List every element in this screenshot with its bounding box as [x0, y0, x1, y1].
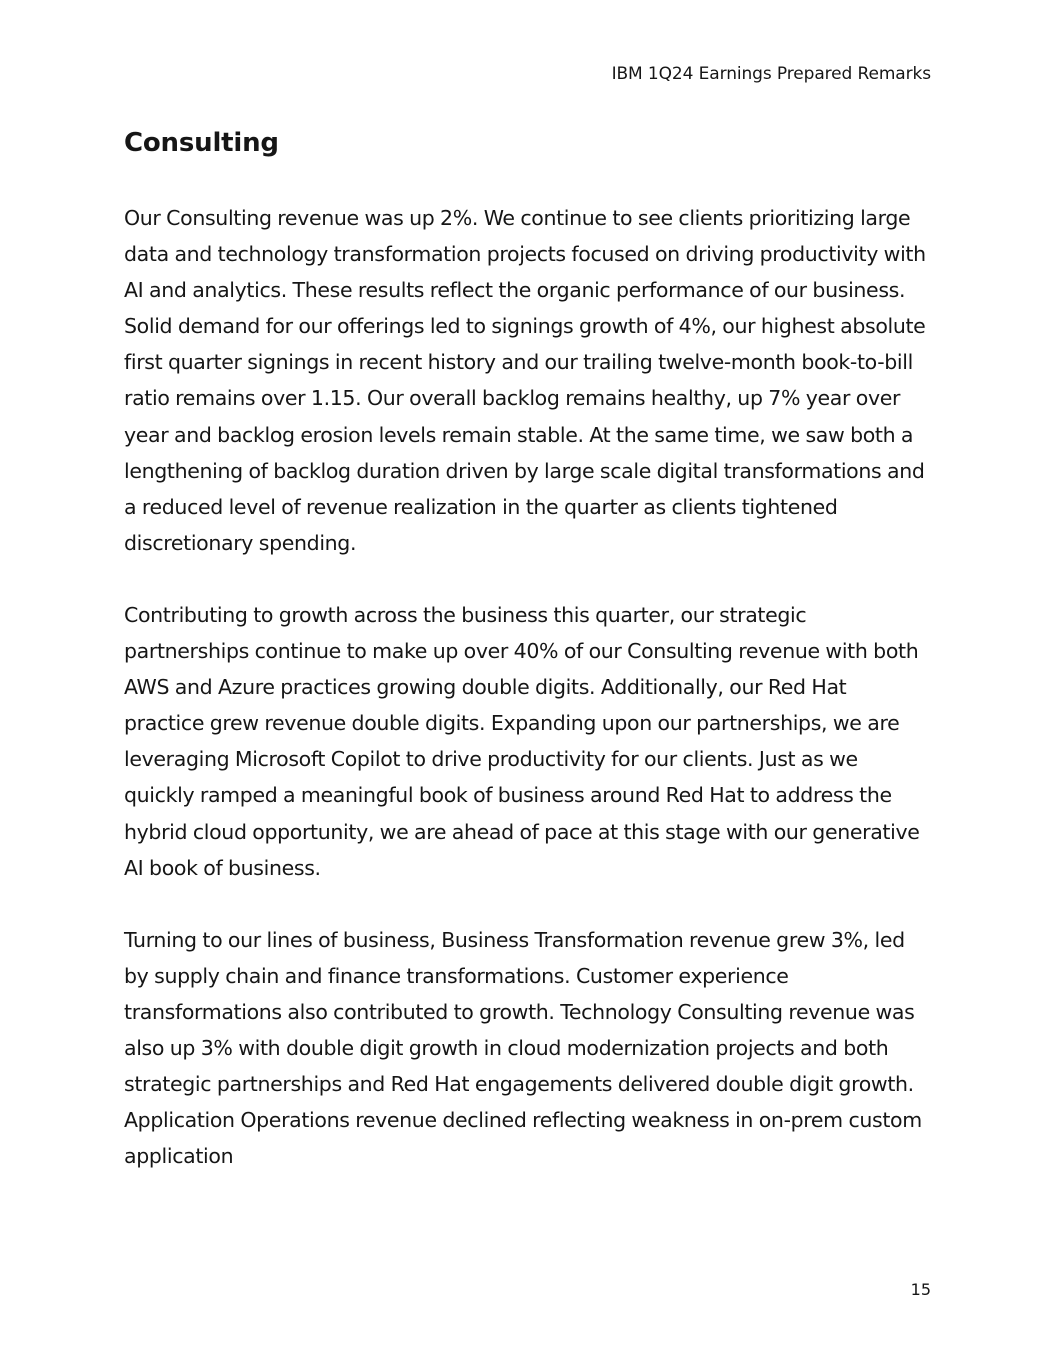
- running-header: IBM 1Q24 Earnings Prepared Remarks: [611, 64, 931, 84]
- paragraph-strategic-partnerships: Contributing to growth across the business this quarter, our strategic partnerships continue to make up over 40% of our Consulting revenue with both AWS and Azure practices growing double digits. Additionally, our Red Hat practice grew revenue double digits. Expanding upon our partnerships, we are leveraging Microsoft Copilot to drive productivity for our clients. Just as we quickly ramped a meaningful book of business around Red Hat to address the hybrid cloud opportunity, we are ahead of pace at this stage with our generative AI book of business.: [124, 602, 920, 880]
- paragraph-consulting-revenue: Our Consulting revenue was up 2%. We continue to see clients prioritizing large data and technology transformation projects focused on driving productivity with AI and analytics. These results reflect the organic performance of our business. Solid demand for our offerings led to signings growth of 4%, our highest absolute first quarter signings in recent history and our trailing twelve-month book-to-bill ratio remains over 1.15. Our overall backlog remains healthy, up 7% year over year and backlog erosion levels remain stable. At the same time, we saw both a lengthening of backlog duration driven by large scale digital transformations and a reduced level of revenue realization in the quarter as clients tightened discretionary spending.: [124, 206, 926, 555]
- paragraph-lines-of-business: Turning to our lines of business, Business Transformation revenue grew 3%, led by supply chain and finance transformations. Customer experience transformations also contributed to growth. Technology Consulting revenue was also up 3% with double digit growth in cloud modernization projects and both strategic partnerships and Red Hat engagements delivered double digit growth. Application Operations revenue declined reflecting weakness in on-prem custom application: [124, 927, 922, 1169]
- page-number: 15: [910, 1280, 931, 1299]
- body-text: [124, 200, 932, 1210]
- section-title: Consulting: [124, 128, 279, 158]
